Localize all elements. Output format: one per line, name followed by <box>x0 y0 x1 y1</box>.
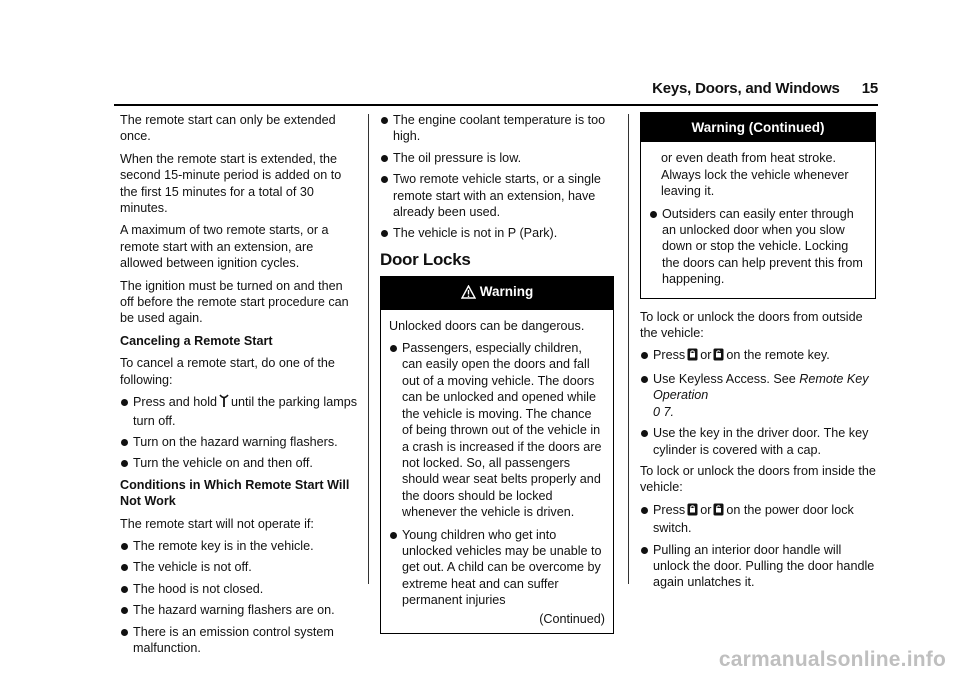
paragraph: A maximum of two remote starts, or a remote start with an extension, are allowed between ignition cycles. <box>120 223 329 271</box>
cancel-list <box>120 394 358 472</box>
list-item: The remote key is in the vehicle. <box>120 538 358 554</box>
warning-intro: Unlocked doors can be dangerous. <box>389 318 585 333</box>
unlock-icon <box>713 348 724 365</box>
unlock-icon <box>713 503 724 520</box>
remote-start-icon <box>219 394 229 412</box>
page-number: 15 <box>861 80 878 97</box>
paragraph: The remote start can only be extended once. <box>120 113 336 144</box>
warning-header: Warning <box>381 277 613 309</box>
list-item: Use the key in the driver door. The key cylinder is covered with a cap. <box>640 425 876 458</box>
outside-list <box>640 347 876 457</box>
list-item: Pulling an interior door handle will unlock the door. Pulling the door handle again unlatches it. <box>640 542 876 591</box>
conditions-list-continued <box>380 112 614 242</box>
list-item: The vehicle is not in P (Park). <box>380 225 614 241</box>
column-1 <box>120 112 358 661</box>
list-item: Turn the vehicle on and then off. <box>120 455 358 471</box>
cross-reference[interactable]: Remote Key Operation <box>653 371 869 403</box>
watermark: carmanualsonline.info <box>718 648 946 671</box>
list-item: Turn on the hazard warning flashers. <box>120 434 358 450</box>
list-item: The hood is not closed. <box>120 581 358 597</box>
paragraph: The ignition must be turned on and then off before the remote start procedure can be used again. <box>120 278 349 326</box>
warning-body <box>641 142 875 297</box>
paragraph: When the remote start is extended, the second 15-minute period is added on to the first 15 minutes for a total of 30 minutes. <box>120 151 342 216</box>
paragraph: The remote start will not operate if: <box>120 516 314 531</box>
paragraph: To lock or unlock the doors from outside the vehicle: <box>640 309 863 341</box>
section-name: Keys, Doors, and Windows <box>652 80 840 97</box>
list-item: The vehicle is not off. <box>120 559 358 575</box>
column-2 <box>380 112 614 634</box>
continued-label: (Continued) <box>539 611 605 626</box>
lock-icon <box>687 348 698 365</box>
list-item: Two remote vehicle starts, or a single remote start with an extension, have already been used. <box>380 171 614 220</box>
warning-box-continued <box>640 112 876 299</box>
warning-header: Warning (Continued) <box>641 113 875 142</box>
inside-list <box>640 502 876 591</box>
paragraph: To cancel a remote start, do one of the following: <box>120 356 335 387</box>
list-item: Press and hold until the parking lamps turn off. <box>120 394 358 429</box>
list-item: Outsiders can easily enter through an unlocked door when you slow down or stop the vehicle. Locking the doors can help prevent this from happening. <box>649 206 867 288</box>
list-item: Young children who get into unlocked vehicles may be unable to get out. A child can be overcome by extreme heat and can suffer permanent injuries <box>389 527 605 609</box>
list-item: Press or on the power door lock switch. <box>640 502 876 537</box>
list-item: The hazard warning flashers are on. <box>120 602 358 618</box>
paragraph: or even death from heat stroke. Always lock the vehicle whenever leaving it. <box>661 151 849 199</box>
warning-body <box>381 310 613 633</box>
column-divider <box>368 114 369 584</box>
list-item: The engine coolant temperature is too high. <box>380 112 614 145</box>
warning-triangle-icon <box>461 285 476 303</box>
paragraph: To lock or unlock the doors from inside the vehicle: <box>640 463 876 495</box>
section-title: Door Locks <box>380 249 471 269</box>
column-divider <box>628 114 629 584</box>
cancel-heading: Canceling a Remote Start <box>120 333 273 348</box>
page-reference: 0 7. <box>653 404 675 419</box>
page-header <box>606 80 878 97</box>
list-item: Passengers, especially children, can easily open the doors and fall out of a moving vehicle. The doors can be unlocked and opened while the vehicle is moving. The chance of being thrown out of the vehicle in a crash is increased if the doors are not locked. So, all passengers should wear seat belts properly and the doors should be locked whenever the vehicle is driven. <box>389 340 605 520</box>
list-item: Press or on the remote key. <box>640 347 876 365</box>
lock-icon <box>687 503 698 520</box>
list-item: There is an emission control system malfunction. <box>120 624 358 657</box>
list-item: The oil pressure is low. <box>380 150 614 166</box>
conditions-list <box>120 538 358 656</box>
conditions-heading: Conditions in Which Remote Start Will Not Work <box>120 477 350 509</box>
warning-box <box>380 276 614 634</box>
header-rule <box>114 104 878 106</box>
column-3 <box>640 112 876 596</box>
list-item: Use Keyless Access. See Remote Key Operation 0 7. <box>640 371 876 420</box>
